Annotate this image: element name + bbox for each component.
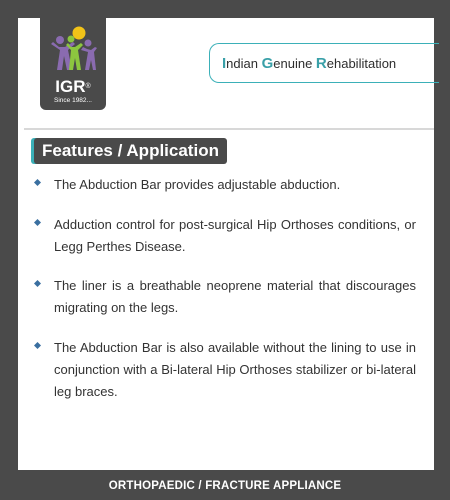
frame-left: [0, 0, 18, 500]
list-item-text: The Abduction Bar is also available without the lining to use in conjunction with a Bi-lateral Hip Orthoses stabilizer or bi-lateral leg braces.: [54, 340, 416, 399]
diamond-bullet-icon: [34, 280, 41, 287]
diamond-bullet-icon: [34, 179, 41, 186]
section-heading-text: Features / Application: [42, 141, 219, 160]
panel-divider: [24, 128, 434, 130]
logo-tagline: Since 1982...: [54, 97, 92, 104]
company-logo: [40, 18, 106, 110]
people-figures-icon: [48, 26, 98, 76]
logo-wordmark: IGR®: [55, 77, 91, 96]
diamond-bullet-icon: [34, 342, 41, 349]
brand-name: Indian Genuine Rehabilitation: [222, 54, 397, 72]
section-heading: [34, 138, 227, 164]
footer-bar: [0, 470, 450, 500]
frame-top: [0, 0, 450, 18]
list-item-text: Adduction control for post-surgical Hip Orthoses conditions, or Legg Perthes Disease.: [54, 217, 416, 254]
diamond-bullet-icon: [34, 219, 41, 226]
list-item-text: The Abduction Bar provides adjustable abduction.: [54, 177, 341, 192]
brand-name-banner: [209, 43, 439, 83]
list-item-text: The liner is a breathable neoprene material that discourages migrating on the legs.: [54, 278, 416, 315]
footer-label: ORTHOPAEDIC / FRACTURE APPLIANCE: [108, 480, 342, 492]
registered-mark: ®: [85, 83, 91, 90]
